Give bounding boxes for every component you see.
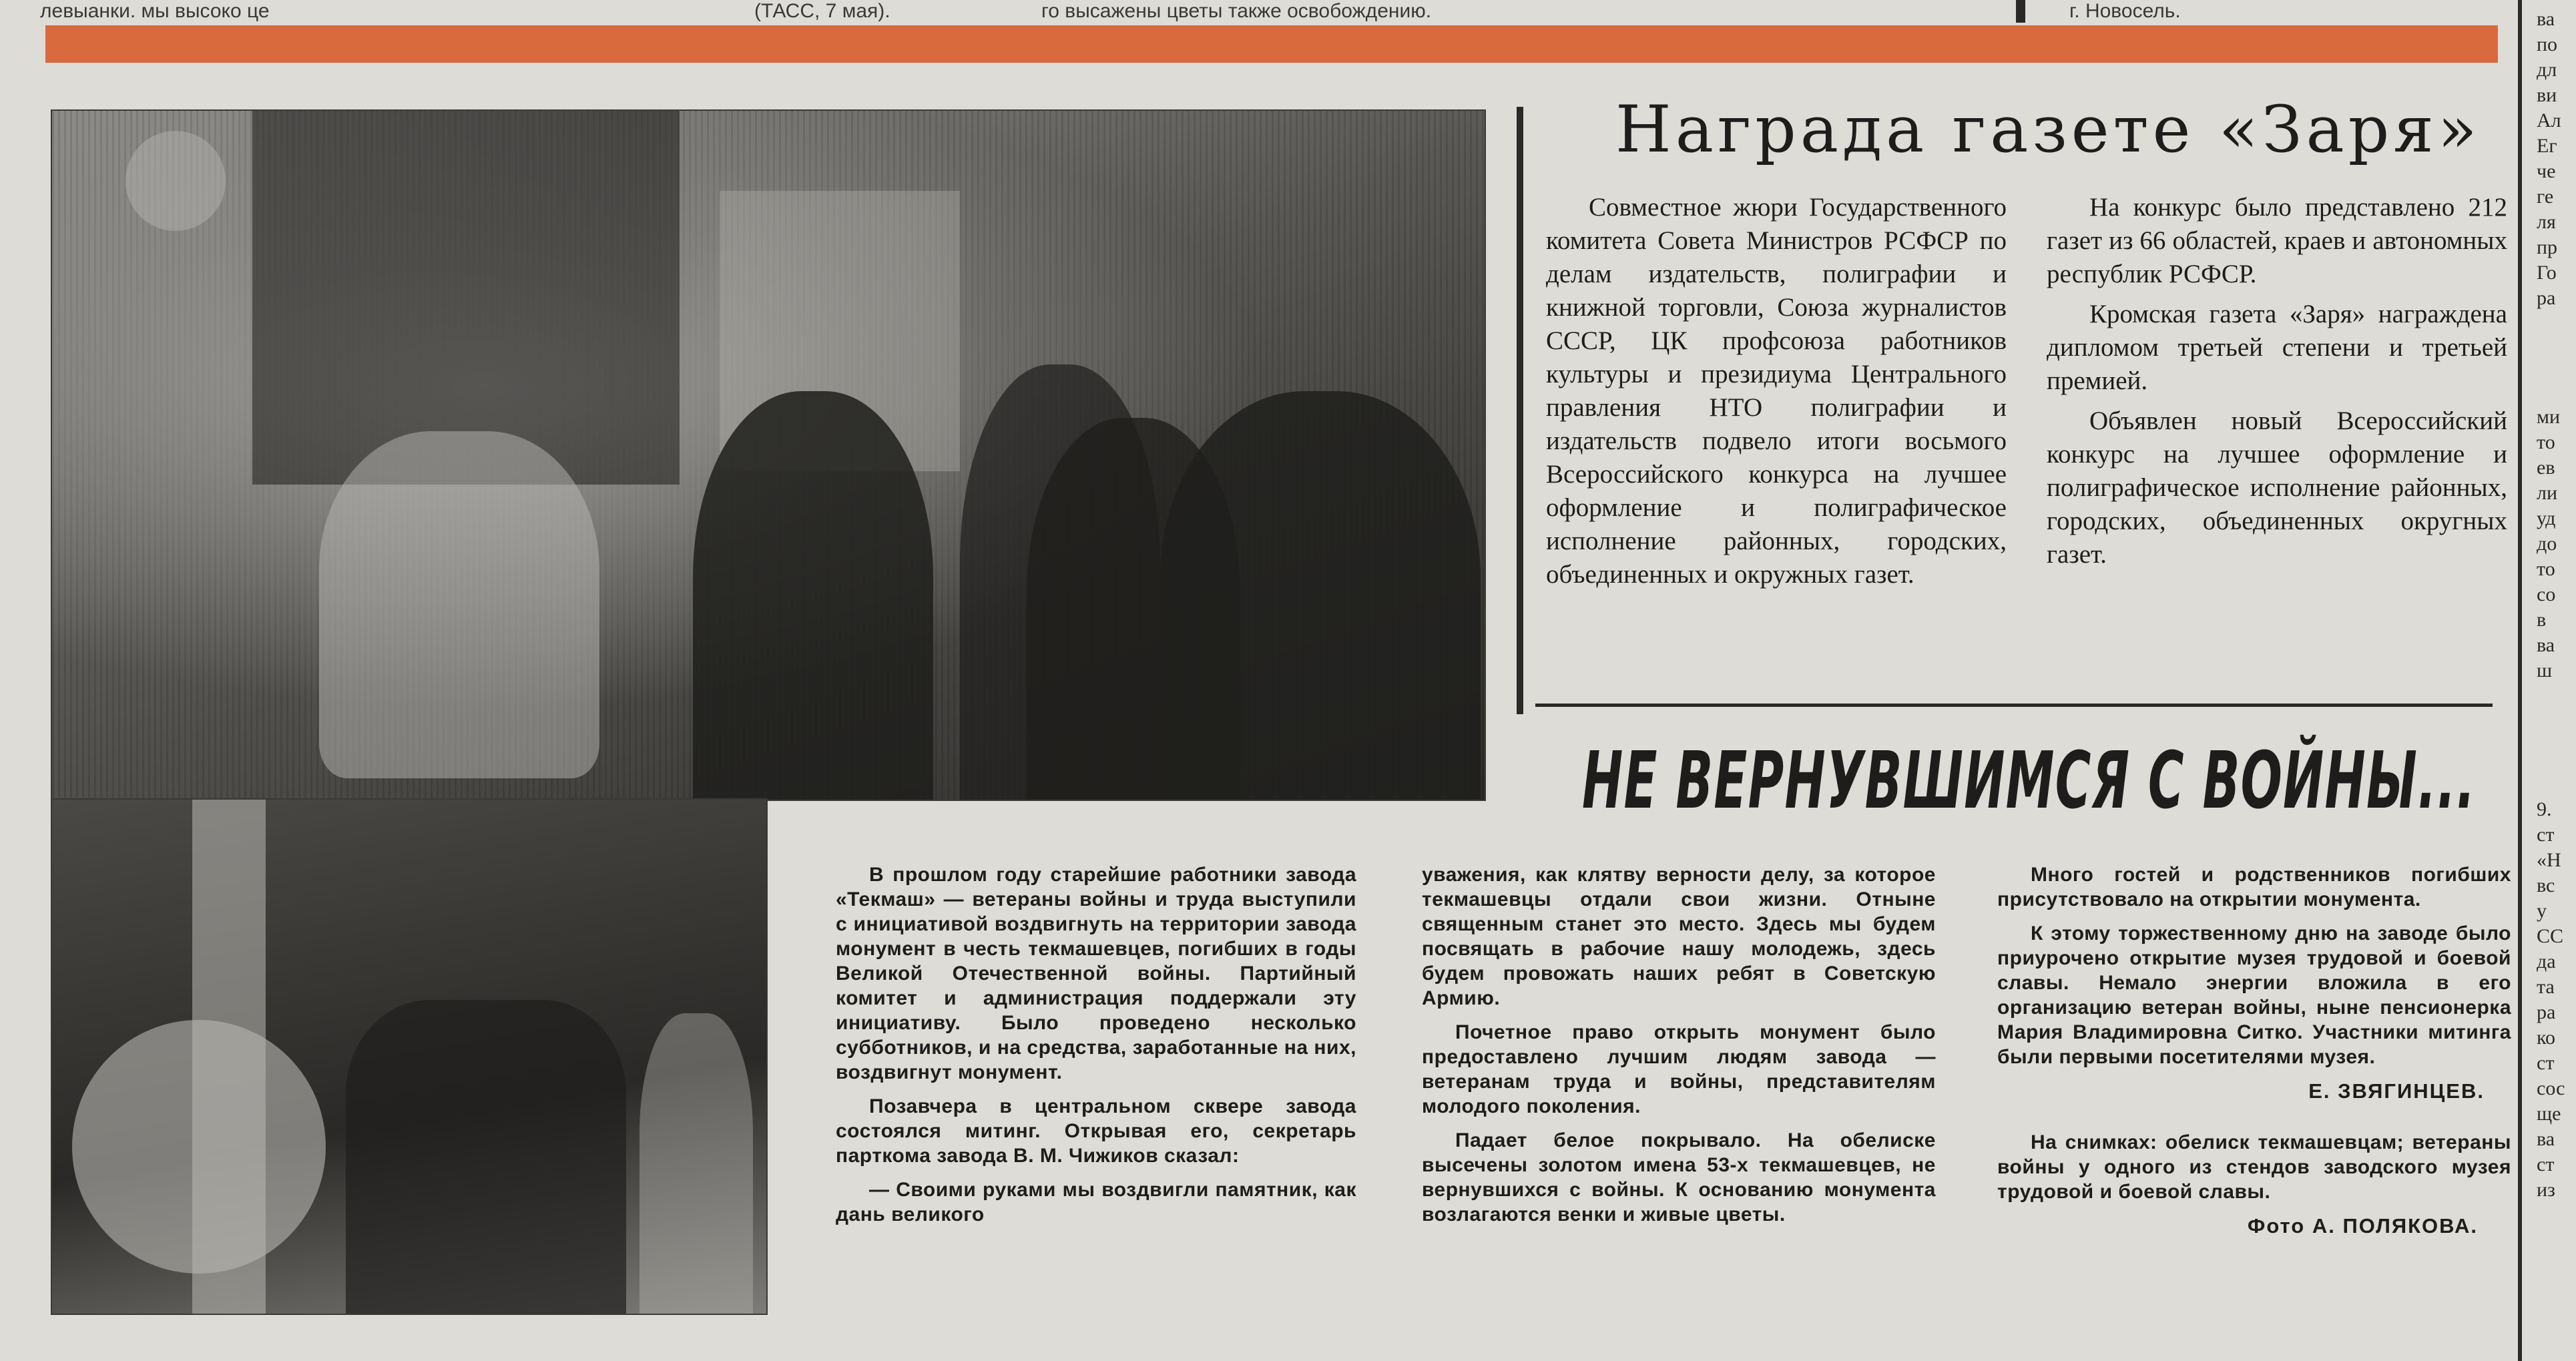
top-fragment-2: (ТАСС, 7 мая).	[754, 0, 890, 22]
article1-title: Награда газете «Заря»	[1615, 92, 2481, 167]
article2-col2-paragraph: уважения, как клятву верности делу, за которое текмашевцы отдали свои жизни. Отныне священным станет это место. Здесь мы будем посвящать в рабочие нашу молодежь, здесь будем провожать наших ребят в Советскую Армию.	[1422, 864, 1936, 1009]
margin-fragment: Ег	[2537, 135, 2557, 157]
photo-wreath	[72, 1020, 326, 1274]
margin-fragment: то	[2537, 431, 2555, 453]
article2-col1-paragraph: — Своими руками мы воздвигли памятник, как дань великого	[836, 1179, 1356, 1226]
article2-author: Е. ЗВЯГИНЦЕВ.	[2308, 1079, 2485, 1103]
margin-fragment: ге	[2537, 186, 2554, 208]
photo-honor-guard	[346, 1000, 626, 1314]
margin-fragment: ва	[2537, 8, 2555, 30]
margin-fragment: из	[2537, 1179, 2555, 1201]
margin-fragment: ст	[2537, 1153, 2555, 1175]
article2-col1-paragraph: Позавчера в центральном сквере завода состоялся митинг. Открывая его, секретарь парткома завода В. М. Чижиков сказал:	[836, 1095, 1356, 1167]
margin-fragment: ва	[2537, 1128, 2555, 1150]
margin-fragment: «Н	[2537, 849, 2561, 871]
margin-fragment: у	[2537, 900, 2547, 922]
top-fragment-4: г. Новосель.	[2069, 0, 2181, 22]
margin-fragment: ми	[2537, 406, 2561, 428]
margin-fragment: со	[2537, 583, 2556, 605]
photo-figure-man-1	[693, 391, 933, 801]
margin-fragment: ва	[2537, 634, 2555, 656]
margin-fragment: то	[2537, 558, 2555, 580]
right-edge-rule	[2518, 0, 2522, 1361]
article2-col2-paragraph: Падает белое покрывало. На обелиске высечены золотом имена 53-х текмашевцев, не вернувшихся с войны. К основанию монумента возлагаются венки и живые цветы.	[1422, 1129, 1936, 1226]
article2-col1	[836, 862, 1356, 1236]
margin-fragment: ев	[2537, 457, 2555, 479]
margin-fragment: вс	[2537, 874, 2555, 896]
top-column-rule	[2016, 0, 2025, 23]
photo-people	[639, 1013, 753, 1314]
margin-fragment: до	[2537, 533, 2557, 555]
margin-fragment: ли	[2537, 482, 2558, 504]
margin-fragment: Го	[2537, 262, 2557, 284]
article1-col2	[2047, 191, 2507, 578]
article1-col2-paragraph: Объявлен новый Всероссийский конкурс на лучшее оформление и полиграфическое исполнение районных, городских, объединенных округных газет.	[2047, 406, 2507, 569]
margin-fragment: ля	[2537, 211, 2556, 233]
margin-fragment: ра	[2537, 287, 2556, 309]
margin-fragment: ще	[2537, 1103, 2561, 1125]
margin-fragment: по	[2537, 33, 2558, 55]
margin-fragment: дл	[2537, 59, 2557, 81]
margin-fragment: уд	[2537, 507, 2556, 529]
article2-photo-caption: На снимках: обелиск текмашевцам; ветераны войны у одного из стендов заводского музея трудовой и боевой славы.	[1997, 1131, 2511, 1203]
article-divider	[1535, 704, 2493, 707]
margin-fragment: в	[2537, 609, 2547, 631]
margin-fragment: ра	[2537, 1001, 2556, 1023]
article2-photo-credit: Фото А. ПОЛЯКОВА.	[2247, 1214, 2478, 1238]
margin-fragment: пр	[2537, 236, 2558, 258]
article2-col1-paragraph: В прошлом году старейшие работники завода «Текмаш» — ветераны войны и труда выступили с инициативой воздвигнуть на территории завода монумент в честь текмашевцев, погибших в годы Великой Отечественной войны. Партийный комитет и администрация поддержали эту инициативу. Было проведено несколько субботников, и на средства, заработанные на них, воздвигнут монумент.	[836, 864, 1356, 1083]
photo-sculpture	[319, 431, 599, 778]
article1-col1	[1546, 191, 2007, 598]
photo-figure-man-3	[1160, 391, 1481, 801]
article2-col2	[1422, 862, 1936, 1236]
margin-fragment: ко	[2537, 1027, 2556, 1049]
photo-veterans-at-museum-stand	[51, 109, 1486, 801]
margin-fragment: та	[2537, 976, 2555, 998]
article2-col2-paragraph: Почетное право открыть монумент было предоставлено лучшим людям завода — ветеранам труда и войны, представителям молодого поколения.	[1422, 1021, 1936, 1117]
margin-fragment: ст	[2537, 1052, 2555, 1074]
margin-fragment: ст	[2537, 824, 2555, 846]
orange-band	[45, 25, 2498, 63]
article1-col2-paragraph: Кромская газета «Заря» награждена дипломом третьей степени и третьей премией.	[2047, 300, 2507, 395]
top-fragment-1: левыанки. мы высоко це	[40, 0, 270, 22]
margin-fragment: СС	[2537, 925, 2564, 947]
margin-fragment: че	[2537, 160, 2556, 182]
right-margin-column	[2537, 7, 2574, 1355]
margin-fragment: ш	[2537, 659, 2553, 682]
article2-col3	[1997, 862, 2511, 1238]
photo-exhibit-stand	[252, 111, 680, 485]
margin-fragment: да	[2537, 950, 2556, 973]
article2-col3-paragraph: К этому торжественному дню на заводе было приурочено открытие музея трудовой и боевой славы. Немало энергии вложила в его организацию ветеран войны, ныне пенсионерка Мария Владимировна Ситко. Участники митинга были первыми посетителями музея.	[1997, 922, 2511, 1068]
margin-fragment: 9.	[2537, 798, 2552, 820]
article1-col1-paragraph: Совместное жюри Государственного комитета Совета Министров РСФСР по делам издательств, полиграфии и книжной торговли, Союза журналистов СССР, ЦК профсоюза работников культуры и президиума Центрального правления НТО полиграфии и издательств подвело итоги восьмого Всероссийского конкурса на лучшее оформление и полиграфическое исполнение районных, городских, объединенных и окружных газет.	[1546, 193, 2007, 589]
margin-fragment: ви	[2537, 84, 2557, 106]
margin-fragment: Ал	[2537, 109, 2561, 131]
margin-fragment: сос	[2537, 1077, 2565, 1099]
top-fragment-3: го высажены цветы также освобождению.	[1041, 0, 1432, 22]
article1-left-rule	[1517, 107, 1523, 714]
article1-col2-paragraph: На конкурс было представлено 212 газет из 66 областей, краев и автономных республик РСФСР.	[2047, 193, 2507, 288]
article2-col3-paragraph: Много гостей и родственников погибших присутствовало на открытии монумента.	[1997, 864, 2511, 910]
article2-title: НЕ ВЕРНУВШИМСЯ С ВОЙНЫ...	[1582, 734, 2477, 826]
photo-obelisk-with-wreaths	[51, 798, 768, 1315]
photo-order-emblem	[125, 131, 226, 231]
